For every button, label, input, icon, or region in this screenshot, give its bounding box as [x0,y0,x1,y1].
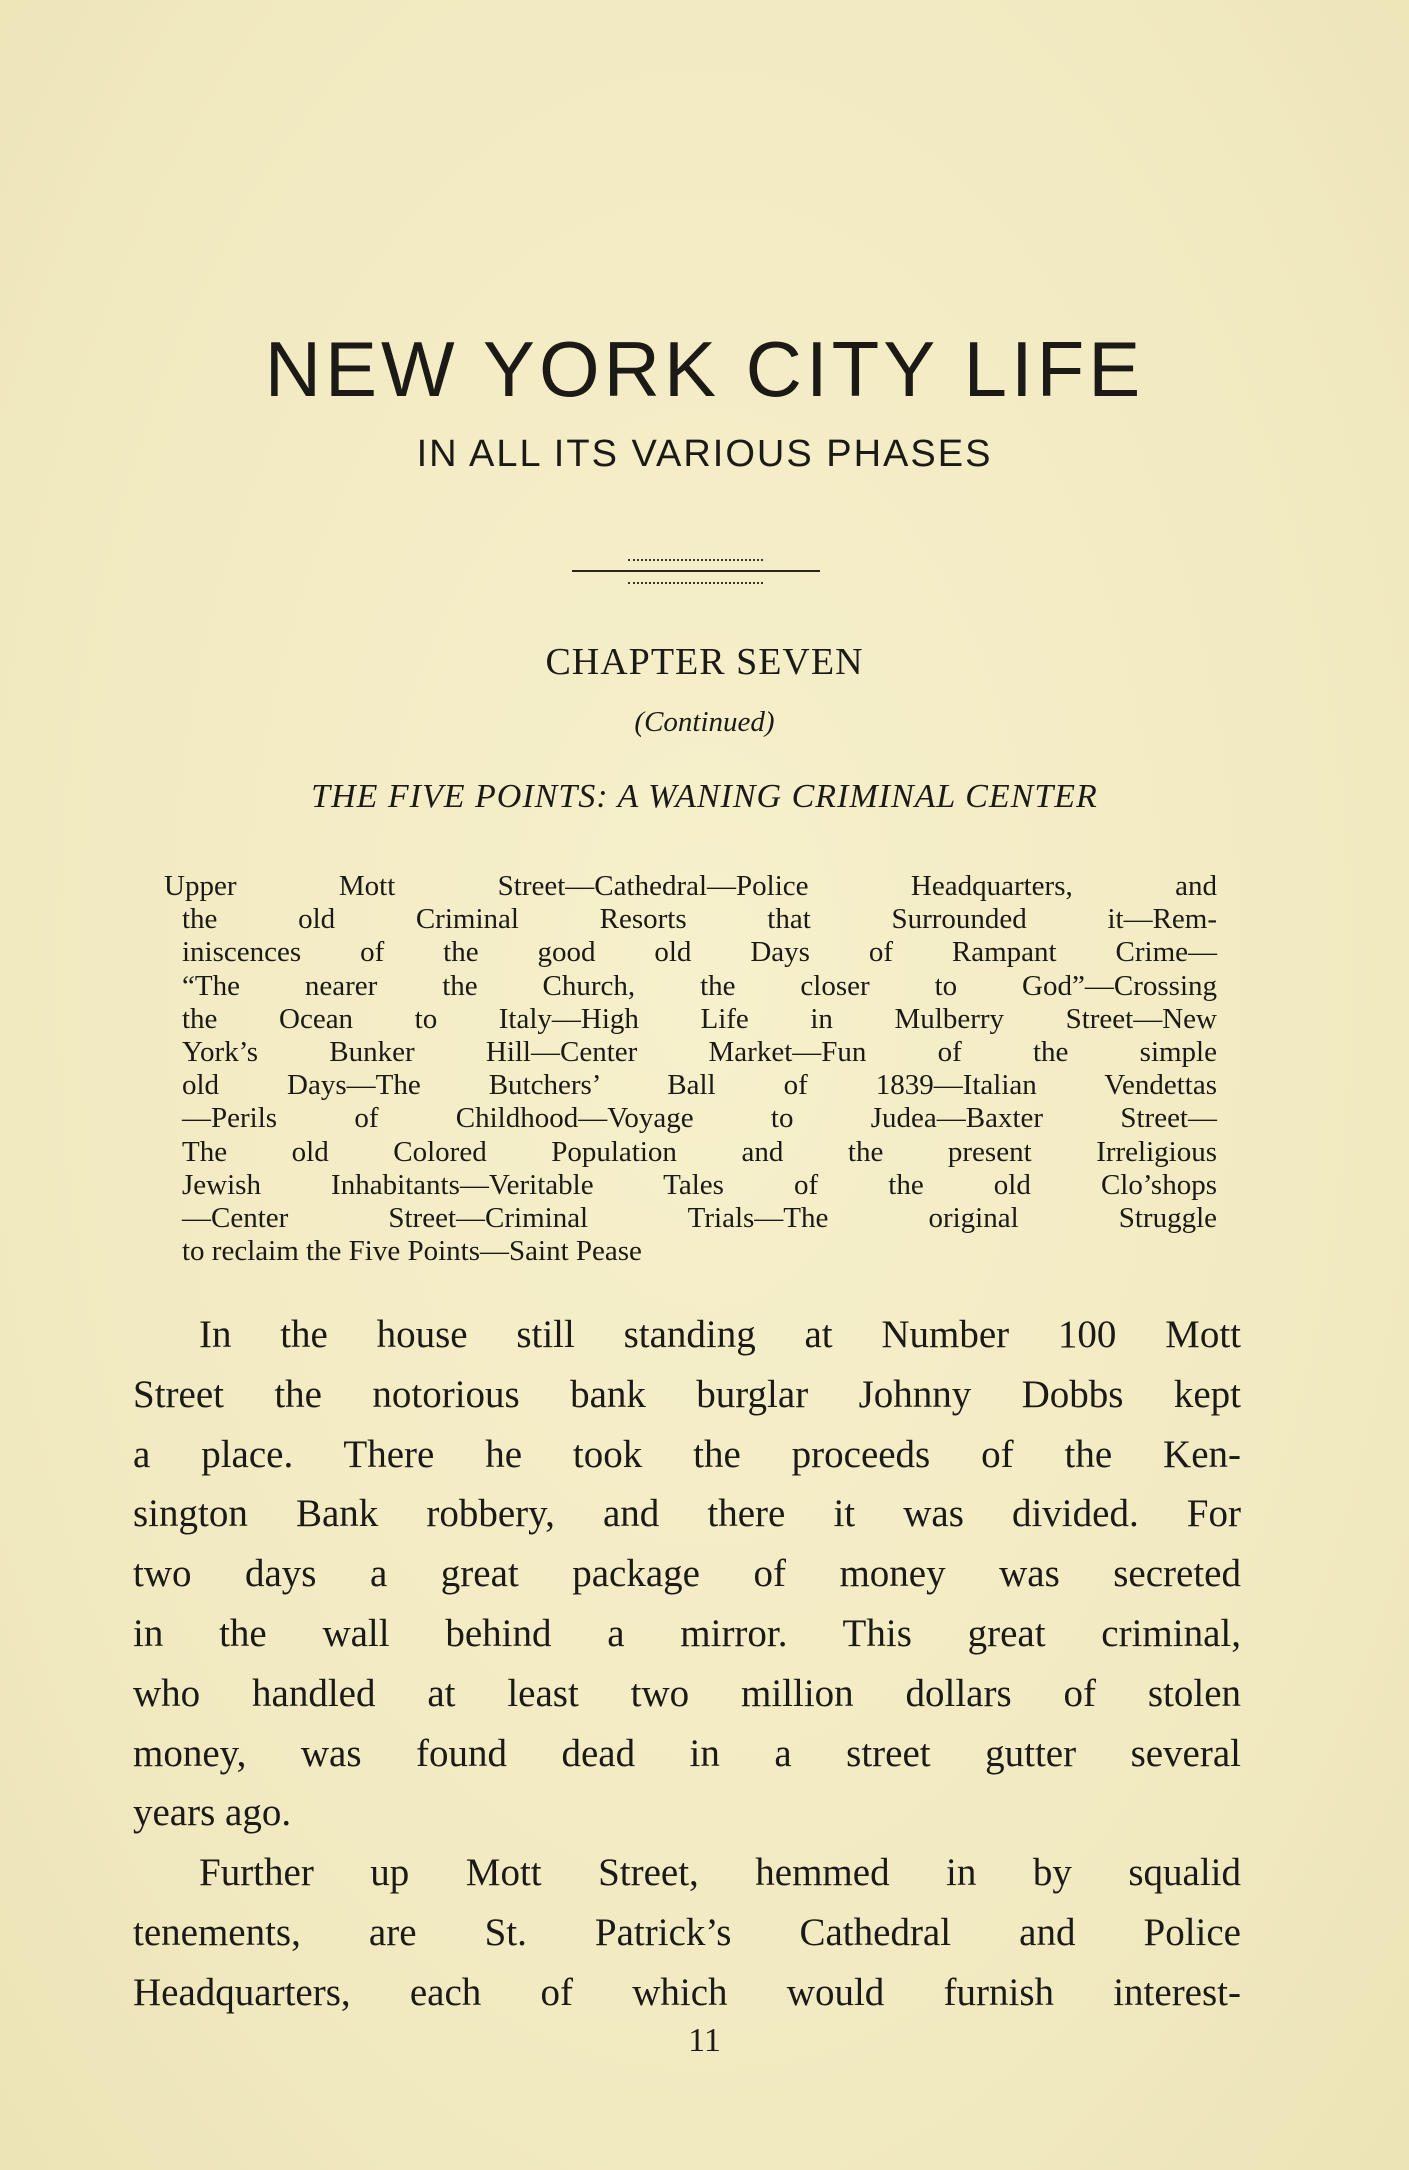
paragraph-line: Headquarters, each of which would furnish interest- [133,1970,1241,2014]
chapter-continued-note: (Continued) [634,706,775,738]
synopsis-line: The old Colored Population and the present Irreligious [182,1135,1217,1168]
book-subtitle: IN ALL ITS VARIOUS PHASES [416,433,993,475]
paragraph-line: years ago. [133,1791,292,1835]
synopsis-line: —Center Street—Criminal Trials—The original Struggle [182,1202,1217,1235]
ornamental-rule-dotted-bottom [628,582,763,584]
paragraph-line: Street the notorious bank burglar Johnny Dobbs kept [133,1372,1241,1416]
chapter-heading: CHAPTER SEVEN [545,641,864,683]
paragraph-line: tenements, are St. Patrick’s Cathedral and Police [133,1910,1241,1954]
paragraph-line: sington Bank robbery, and there it was divided. For [133,1492,1241,1536]
paragraph-line: Further up Mott Street, hemmed in by squalid [199,1851,1241,1895]
synopsis-line: —Perils of Childhood—Voyage to Judea—Baxter Street— [182,1102,1217,1135]
paragraph-line: in the wall behind a mirror. This great criminal, [133,1611,1241,1655]
synopsis-line: the old Criminal Resorts that Surrounded it—Rem- [182,903,1217,936]
synopsis-line: Jewish Inhabitants—Veritable Tales of the old Clo’shops [182,1168,1217,1201]
paragraph-line: a place. There he took the proceeds of the Ken- [133,1432,1241,1476]
body-text [133,1305,1241,2023]
synopsis-line: York’s Bunker Hill—Center Market—Fun of the simple [182,1036,1217,1069]
paragraph-1 [133,1305,1241,1843]
synopsis-line: iniscences of the good old Days of Rampant Crime— [182,936,1217,969]
paragraph-line: In the house still standing at Number 100 Mott [199,1313,1241,1356]
paragraph-line: money, was found dead in a street gutter several [133,1731,1241,1775]
ornamental-rule-solid [572,570,820,572]
synopsis-line: to reclaim the Five Points—Saint Pease [182,1235,642,1268]
section-title: THE FIVE POINTS: A WANING CRIMINAL CENTER [311,778,1098,815]
ornamental-rule-dotted-top [628,559,763,561]
book-title: NEW YORK CITY LIFE [264,325,1145,413]
chapter-synopsis [164,870,1217,1268]
paragraph-line: who handled at least two million dollars of stolen [133,1671,1241,1715]
page-number: 11 [688,2022,721,2059]
synopsis-line: “The nearer the Church, the closer to God”—Crossing [182,969,1217,1002]
synopsis-line: old Days—The Butchers’ Ball of 1839—Italian Vendettas [182,1069,1217,1102]
paragraph-2 [133,1843,1241,2022]
synopsis-line: Upper Mott Street—Cathedral—Police Headquarters, and [164,870,1217,902]
paragraph-line: two days a great package of money was secreted [133,1552,1241,1596]
synopsis-line: the Ocean to Italy—High Life in Mulberry Street—New [182,1002,1217,1035]
